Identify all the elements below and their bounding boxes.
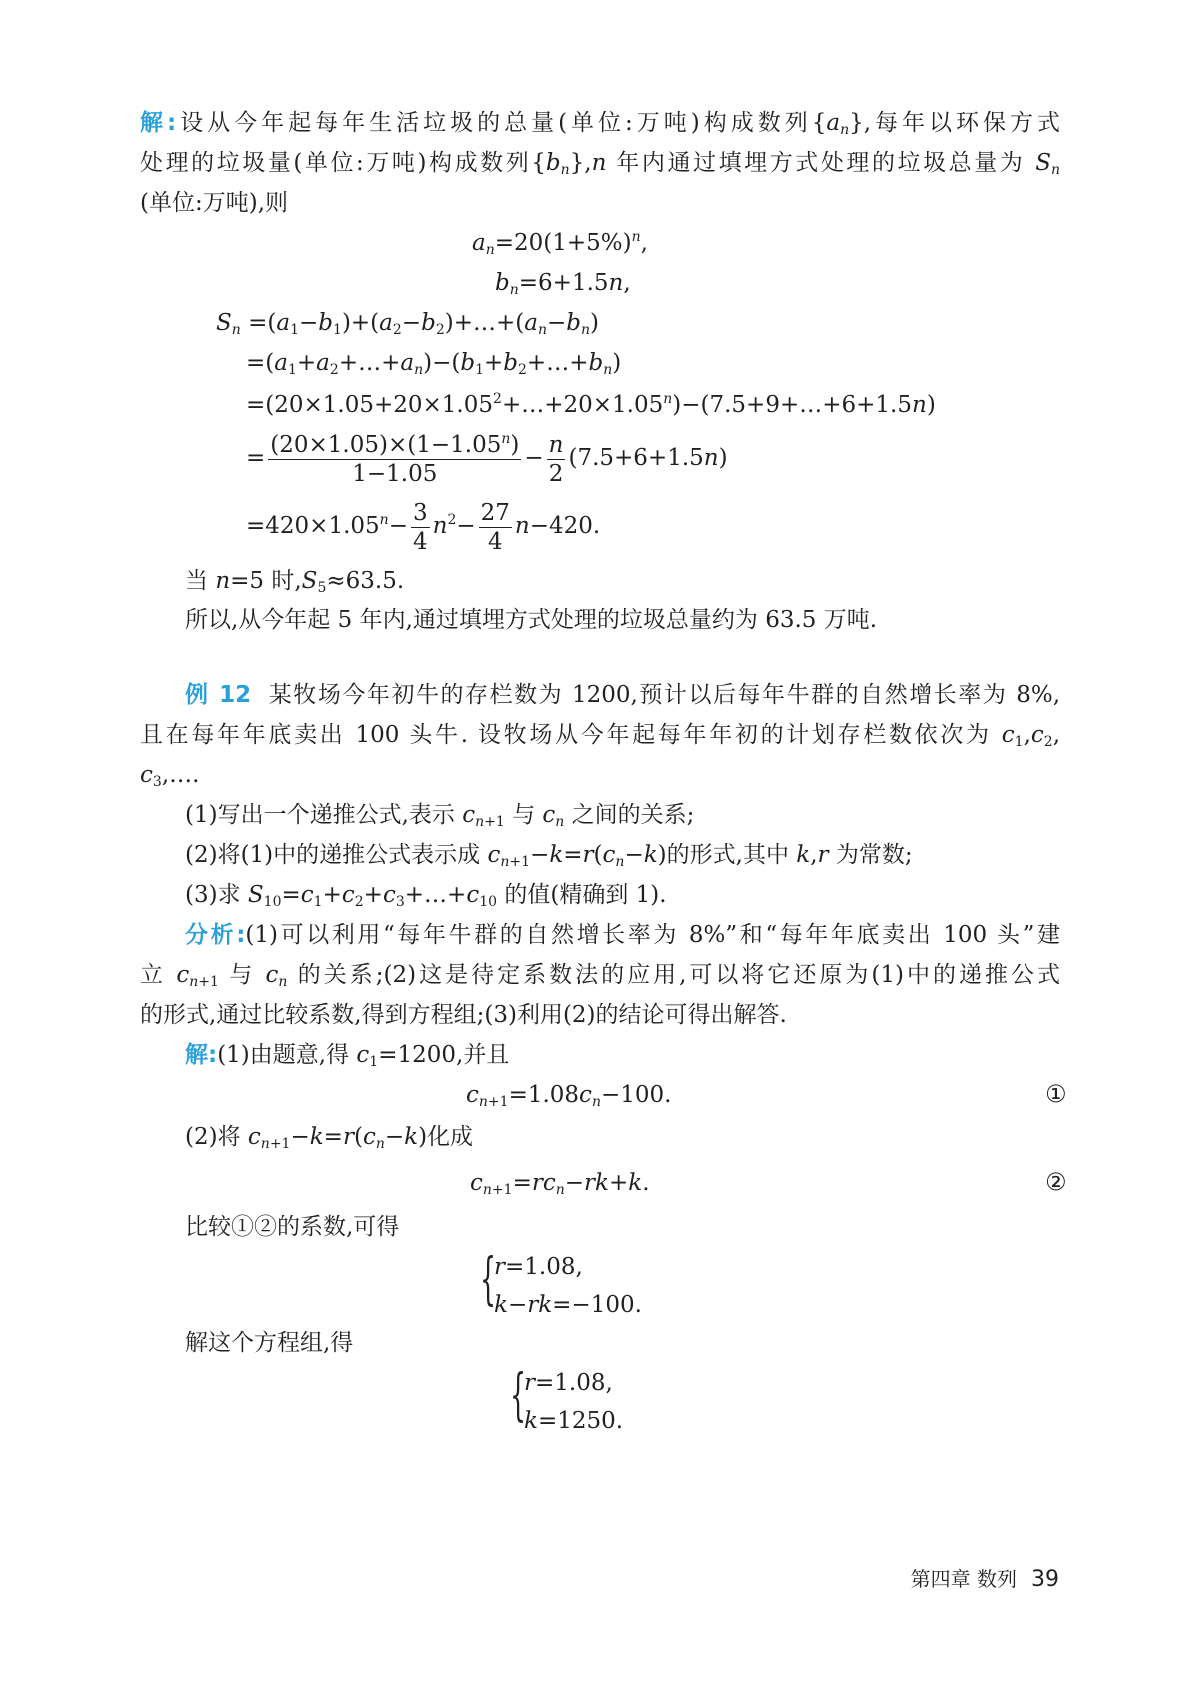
formula-sn-line5: $=420\times 1.05^n-$ $\frac{3}{4}$ $n^2-$ $\frac{27}{4}$ n−420.	[246, 499, 601, 555]
system2-eq1: r=1.08,	[524, 1370, 613, 1396]
example-label: 例 12	[185, 682, 252, 708]
page-footer	[911, 1563, 1059, 1592]
system1-eq1: r=1.08,	[494, 1254, 583, 1280]
example12-line1: 例 12 某牧场今年初牛的存栏数为 1200,预计以后每年牛群的自然增长率为 8%,	[185, 682, 1061, 708]
solution1-line3: (单位:万吨),则	[140, 190, 289, 216]
solution1-conclusion2: 所以,从今年起 5 年内,通过填埋方式处理的垃圾总量约为 63.5 万吨.	[185, 607, 878, 633]
example12-line3: $c_3,\dots$.	[140, 762, 200, 790]
system1-brace: {	[480, 1247, 497, 1312]
formula-sn-line3: $=(20\times 1.05+20\times 1.05^2+\dots+20\times 1.05^n)-(7.5+9+\dots+6+1.5n)$	[246, 391, 936, 418]
solution2-line1: 解:(1)由题意,得 $c_1=1200$,并且	[185, 1042, 510, 1070]
system2-brace: {	[510, 1363, 527, 1428]
question-2: (2)将(1)中的递推公式表示成 $c_{n+1}-k=r(c_n-k)$的形式,其中 k,r 为常数;	[185, 842, 913, 870]
solution-label: 解:	[140, 110, 177, 136]
solution1-line1: 解:设从今年起每年生活垃圾的总量(单位:万吨)构成数列$\{a_n\}$,每年以环保方式	[140, 110, 1060, 138]
formula-an: $a_n=20(1+5\%)^n$,	[472, 229, 648, 258]
solution-label: 解:	[185, 1042, 218, 1068]
solution1-conclusion1: 当 n=5 时$,S_5\approx 63.5$.	[185, 568, 405, 596]
solution2-line2: (2)将 $c_{n+1}-k=r(c_n-k)$化成	[185, 1124, 474, 1152]
analysis-line3: 的形式,通过比较系数,得到方程组;(3)利用(2)的结论可得出解答.	[140, 1002, 787, 1028]
page-number: 39	[1031, 1567, 1059, 1592]
system1-eq2: k−rk=−100.	[494, 1292, 642, 1318]
system2-eq2: k=1250.	[524, 1408, 624, 1434]
formula-sn-line2: $=(a_1+a_2+\dots+a_n)-(b_1+b_2+\dots+b_n)$	[246, 350, 622, 378]
chapter-title: 第四章 数列	[910, 1567, 1017, 1591]
analysis-line2: 立 $c_{n+1}$ 与 $c_n$ 的关系;(2)这是待定系数法的应用,可以将它还原为(1)中的递推公式	[140, 962, 1061, 990]
compare-line: 比较①②的系数,可得	[185, 1214, 400, 1240]
equation-mark-2: ②	[1045, 1168, 1067, 1196]
formula-bn: $b_n=6+1.5n$,	[495, 270, 631, 298]
expanded-formula: $c_{n+1}=rc_n-rk+k$.	[470, 1170, 650, 1198]
question-3: (3)求 $S_{10}=c_1+c_2+c_3+\dots+c_{10}$ 的值(精确到 1).	[185, 882, 667, 910]
solve-line: 解这个方程组,得	[185, 1330, 354, 1356]
formula-sn-line1: $S_n$ $=(a_1-b_1)+(a_2-b_2)+\dots+(a_n-b_n)$	[216, 310, 600, 338]
equation-mark-1: ①	[1045, 1080, 1067, 1108]
solution1-line2: 处理的垃圾量(单位:万吨)构成数列$\{b_n\},n$ 年内通过填埋方式处理的垃圾总量为 $S_n$	[140, 150, 1060, 178]
recurrence-formula: $c_{n+1}=1.08c_n-100$.	[466, 1082, 672, 1110]
analysis-label: 分析:	[185, 922, 246, 948]
analysis-line1: 分析:(1)可以利用“每年牛群的自然增长率为 8%”和“每年年底卖出 100 头”建	[185, 922, 1060, 948]
formula-sn-line4: = $\frac{(20\times 1.05)\times(1-1.05^n)}{1-1.05}$ − $\frac{n}{2}$ (7.5+6+1.5n)	[246, 430, 728, 487]
example12-line2: 且在每年年底卖出 100 头牛. 设牧场从今年起每年年初的计划存栏数依次为 $c_1,c_2$,	[140, 722, 1060, 750]
question-1: (1)写出一个递推公式,表示 $c_{n+1}$ 与 $c_n$ 之间的关系;	[185, 802, 695, 830]
